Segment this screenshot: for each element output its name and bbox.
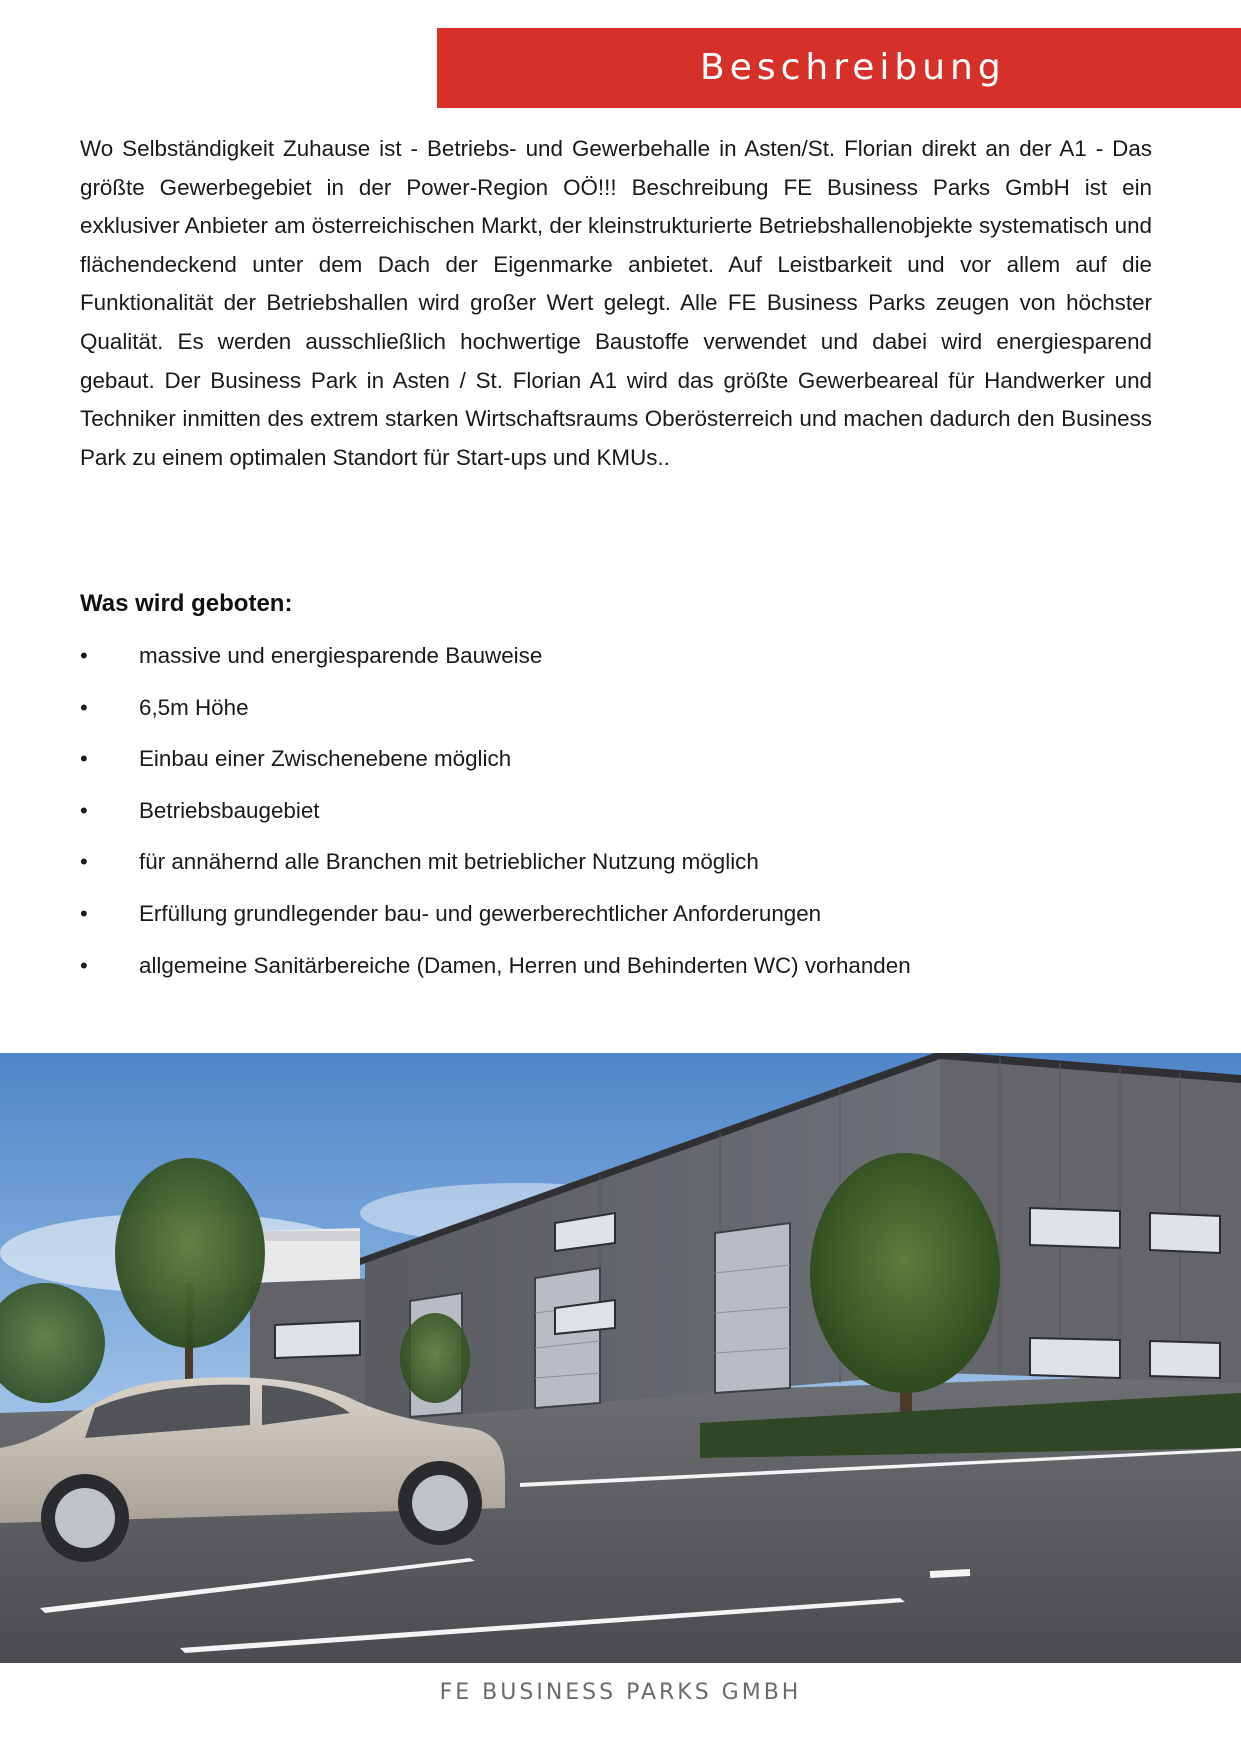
- list-item-text: Einbau einer Zwischenebene möglich: [139, 746, 512, 772]
- bullet-icon: •: [80, 643, 88, 668]
- list-item-text: massive und energiesparende Bauweise: [139, 643, 543, 668]
- bullet-icon: •: [80, 797, 88, 823]
- bullet-icon: •: [80, 952, 88, 978]
- offers-heading: Was wird geboten:: [80, 590, 293, 617]
- list-item-text: Betriebsbaugebiet: [139, 797, 320, 823]
- building-rendering-photo: [0, 1053, 1241, 1663]
- list-item: [80, 842, 1160, 894]
- footer-brand: FE BUSINESS PARKS GMBH: [439, 1680, 802, 1705]
- list-item-text: für annähernd alle Branchen mit betrieblicher Nutzung möglich: [139, 849, 759, 875]
- list-item-text: allgemeine Sanitärbereiche (Damen, Herren und Behinderten WC) vorhanden: [139, 952, 911, 978]
- list-item: [80, 946, 1160, 998]
- list-item: [80, 791, 1160, 843]
- bullet-icon: •: [80, 849, 88, 875]
- bullet-icon: •: [80, 746, 88, 772]
- bullet-icon: •: [80, 900, 88, 926]
- bullet-icon: •: [80, 694, 88, 720]
- page-title: Beschreibung: [700, 47, 1006, 88]
- list-item: [80, 739, 1160, 791]
- intro-paragraph: Wo Selbständigkeit Zuhause ist - Betriebs- und Gewerbehalle in Asten/St. Florian direkt an der A1 - Das größte Gewerbegebiet in der Power-Region OÖ!!! Beschreibung FE Business Parks GmbH ist ein exklusiver Anbieter am österreichischen Markt, der kleinstrukturierte Betriebshallenobjekte systematisch und flächendeckend unter dem Dach der Eigenmarke anbietet. Auf Leistbarkeit und vor allem auf die Funktionalität der Betriebshallen wird großer Wert gelegt. Alle FE Business Parks zeugen von höchster Qualität. Es werden ausschließlich hochwertige Baustoffe verwendet und dabei wird energiesparend gebaut. Der Business Park in Asten / St. Florian A1 wird das größte Gewerbeareal für Handwerker und Techniker inmitten des extrem starken Wirtschaftsraums Oberösterreich und machen dadurch den Business Park zu einem optimalen Standort für Start-ups und KMUs..: [80, 136, 1152, 470]
- offers-list: [80, 636, 1160, 997]
- list-item: [80, 894, 1160, 946]
- list-item: [80, 688, 1160, 740]
- header-bar: [437, 28, 1241, 108]
- list-item-text: 6,5m Höhe: [139, 694, 249, 720]
- list-item: [80, 636, 1160, 688]
- list-item-text: Erfüllung grundlegender bau- und gewerberechtlicher Anforderungen: [139, 900, 822, 926]
